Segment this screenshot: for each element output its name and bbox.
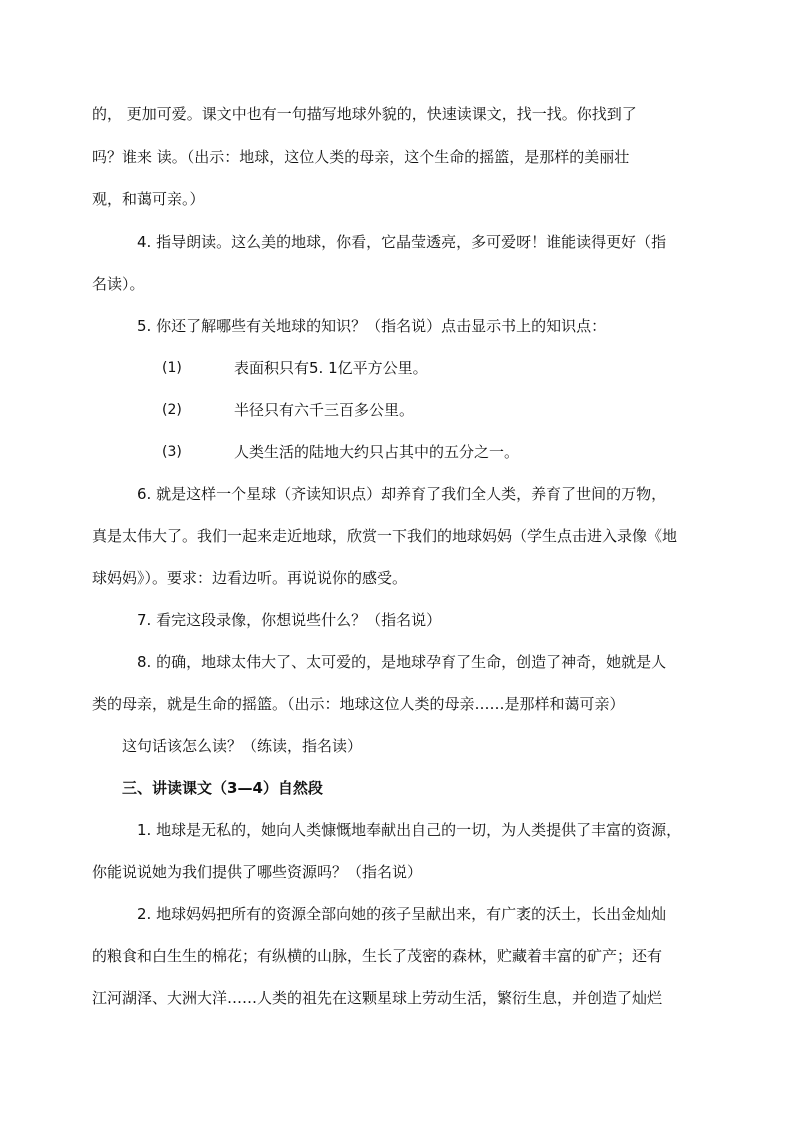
step8-line-2: 类的母亲，就是生命的摇篮。（出示：地球这位人类的母亲……是那样和蔼可亲） xyxy=(92,695,625,713)
intro-line-2: 吗？谁来 读。（出示：地球，这位人类的母亲，这个生命的摇篮，是那样的美丽壮 xyxy=(92,148,630,166)
section3-step1-line-2: 你能说说她为我们提供了哪些资源吗？（指名说） xyxy=(92,863,423,881)
section3-step2-line-3: 江河湖泽、大洲大洋……人类的祖先在这颗星球上劳动生活，繁衍生息，并创造了灿烂 xyxy=(92,989,663,1007)
step6-line-1: 6. 就是这样一个星球（齐读知识点）却养育了我们全人类，养育了世间的万物， xyxy=(137,485,667,503)
step4-line-2: 名读）。 xyxy=(92,275,145,293)
section3-step1-line-1: 1. 地球是无私的，她向人类慷慨地奉献出自己的一切，为人类提供了丰富的资源， xyxy=(137,821,682,839)
fact-1-text: 表面积只有5. 1亿平方公里。 xyxy=(234,359,428,377)
reading-question: 这句话该怎么读？（练读，指名读） xyxy=(122,737,363,755)
step6-line-2: 真是太伟大了。我们一起来走近地球，欣赏一下我们的地球妈妈（学生点击进入录像《地 xyxy=(92,527,678,545)
fact-2-number: (2) xyxy=(162,402,182,418)
section3-step2-line-2: 的粮食和白生生的棉花；有纵横的山脉，生长了茂密的森林，贮藏着丰富的矿产；还有 xyxy=(92,947,663,965)
step8-line-1: 8. 的确，地球太伟大了、太可爱的，是地球孕育了生命，创造了神奇，她就是人 xyxy=(137,653,667,671)
step7-line-1: 7. 看完这段录像，你想说些什么？（指名说） xyxy=(137,611,442,629)
fact-1-number: (1) xyxy=(162,360,182,376)
step4-line-1: 4. 指导朗读。这么美的地球，你看，它晶莹透亮，多可爱呀！谁能读得更好（指 xyxy=(137,233,667,251)
fact-3-number: (3) xyxy=(162,444,182,460)
fact-2-text: 半径只有六千三百多公里。 xyxy=(234,401,415,419)
intro-line-1: 的， 更加可爱。课文中也有一句描写地球外貌的，快速读课文，找一找。你找到了 xyxy=(92,105,637,123)
step5-line-1: 5. 你还了解哪些有关地球的知识？（指名说）点击显示书上的知识点： xyxy=(137,317,607,335)
section-3-heading: 三、讲读课文（3—4）自然段 xyxy=(122,779,323,797)
fact-3-text: 人类生活的陆地大约只占其中的五分之一。 xyxy=(234,443,520,461)
intro-line-3: 观，和蔼可亲。） xyxy=(92,190,205,208)
step6-line-3: 球妈妈》）。要求：边看边听。再说说你的感受。 xyxy=(92,569,408,587)
section3-step2-line-1: 2. 地球妈妈把所有的资源全部向她的孩子呈献出来，有广袤的沃土，长出金灿灿 xyxy=(137,905,667,923)
